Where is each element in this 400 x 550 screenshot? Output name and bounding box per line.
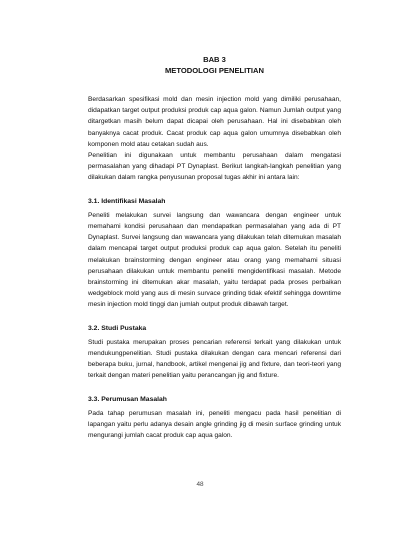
section-text-perumusan: Pada tahap perumusan masalah ini, peneliti mengacu pada hasil penelitian di lapangan yaitu perlu adanya desain angle grinding jig di mesin surface grinding untuk mengurangi jumlah cacat produk cap aqua galon. [88, 409, 341, 440]
chapter-number: BAB 3 [203, 55, 226, 64]
section-heading-studi-pustaka: 3.2. Studi Pustaka [88, 324, 147, 332]
section-heading-perumusan: 3.3. Perumusan Masalah [88, 395, 167, 403]
section-text-identifikasi: Peneliti melakukan survei langsung dan wawancara dengan engineer untuk memahami kondisi perusahaan dan mendapatkan permasalahan yang ada di PT Dynaplast. Survei langsung dan wawancara yang dilakukan telah ditemukan masalah dalam mencapai target output produksi produk cap aqua galon. Setelah itu peneliti melakukan brainstorming dengan engineer atau orang yang memahami situasi perusahaan dilakukan untuk membantu peneliti mengidentifikasi masalah. Metode brainstorming ini ditemukan akar masalah, yaitu terdapat pada proses perbaikan wedgeblock mold yang aus di mesin survace grinding tidak efektif sehingga downtime mesin injection mold tinggi dan jumlah output produk dibawah target. [88, 211, 341, 309]
intro-paragraph-2: Penelitian ini digunakaan untuk membantu perusahaan dalam mengatasi permasalahan yang dihadapi PT Dynaplast. Berikut langkah-langkah penelitian yang dilakukan dalam rangka penyusunan proposal tugas akhir ini antara lain: [88, 152, 341, 182]
page-number: 48 [196, 481, 204, 488]
section-text-studi-pustaka: Studi pustaka merupakan proses pencarian referensi terkait yang dilakukan untuk mendukungpenelitian. Studi pustaka dilakukan dengan cara mencari referensi dari beberapa buku, jurnal, handbook, artikel mengenai jig and fixture, dan teori-teori yang terkait dengan materi penelitian yaitu perancangan jig and fixture. [88, 338, 341, 380]
section-heading-identifikasi: 3.1. Identifikasi Masalah [88, 197, 166, 205]
intro-paragraph-1: Berdasarkan spesifikasi mold dan mesin injection mold yang dimiliki perusahaan, didapatkan target output produksi produk cap aqua galon. Namun Jumlah output yang ditargetkan masih belum dapat dicapai oleh perusahaan. Hal ini disebabkan oleh banyaknya cacat produk. Cacat produk cap aqua galon umumnya disebabkan oleh komponen mold atau cetakan sudah aus. [88, 96, 341, 148]
chapter-title: METODOLOGI PENELITIAN [164, 66, 264, 75]
